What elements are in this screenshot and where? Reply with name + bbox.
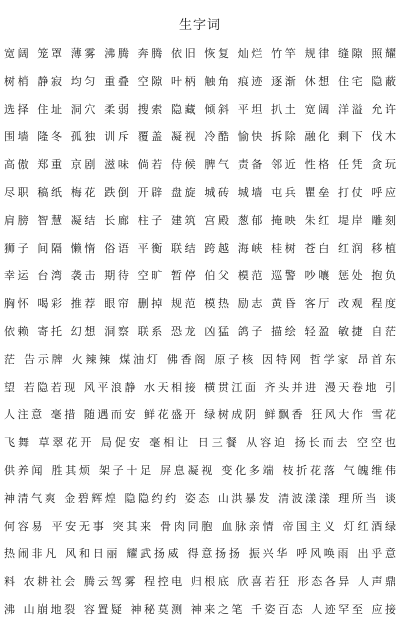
word-line: 幸运 台湾 袭击 期待 空旷 暂停 伯父 模范 巡警 吵嚷 惩处 抱负 <box>4 269 396 283</box>
word-line: 宽阔 笼罩 薄雾 沸腾 奔腾 依旧 恢复 灿烂 竹竿 规律 缝隙 照耀 <box>4 47 396 60</box>
word-line: 依赖 寄托 幻想 洞察 联系 恐龙 凶猛 鸽子 描绘 轻盈 敏捷 自茫 <box>4 324 396 338</box>
word-line: 人注意 毫措 随遇而安 鲜花盛开 绿树成阴 鲜飘香 狂风大作 雪花 <box>4 408 396 422</box>
word-line: 热闹非凡 风和日丽 耀武扬威 得意扬扬 振兴华 呼风唤雨 出乎意 <box>4 547 396 561</box>
word-list <box>4 40 396 624</box>
word-line: 肩膀 智慧 凝结 长廊 柱子 建筑 宫殿 葱郁 掩映 朱红 堤岸 雕刻 <box>4 213 396 227</box>
word-line: 狮子 间隔 懒惰 俗语 平衡 联结 跨越 海峡 桂树 苍白 红润 移植 <box>4 241 396 255</box>
word-line: 高傲 郑重 京剧 滋味 倘若 侍候 脾气 责备 邻近 性格 任凭 贪玩 <box>4 158 396 172</box>
word-line: 沸 山崩地裂 容置疑 神秘莫测 神来之笔 千姿百态 人迹罕至 应接 <box>4 602 396 616</box>
word-line: 料 农耕社会 腾云驾雾 程控电 归根底 欣喜若狂 形态各异 人声鼎 <box>4 575 396 589</box>
word-line: 飞舞 草翠花开 局促安 毫相让 日三餐 从容迫 扬长而去 空空也 <box>4 436 396 450</box>
page-title: 生字词 <box>178 18 221 33</box>
word-line: 神清气爽 金碧辉煌 隐隐约约 姿态 山洪暴发 清波漾漾 理所当 谈 <box>4 491 396 505</box>
word-line: 供养闻 胜其烦 架子十足 屏息凝视 变化多端 枝折花落 气魄维伟 <box>4 463 396 477</box>
word-line: 茫 告示牌 火辣辣 煤油灯 佛香阁 原子核 因特网 哲学家 昂首东 <box>4 352 396 366</box>
word-line: 胸怀 喝彩 推荐 眼帘 删掉 规范 模热 励志 黄昏 客厅 改观 程度 <box>4 297 396 311</box>
word-line: 望 若隐若现 风平浪静 水天相接 横贯江面 齐头并进 漫天卷地 引 <box>4 380 396 394</box>
word-line: 围墙 隆冬 孤独 训斥 覆盖 凝视 冷酷 愉快 拆除 融化 剩下 伐木 <box>4 130 396 144</box>
word-line: 何容易 平安无事 突其来 骨肉同胞 血脉亲情 帝国主义 灯红酒绿 <box>4 519 396 533</box>
word-line: 树梢 静寂 均匀 重叠 空隙 叶柄 触角 痕迹 逐渐 休想 住宅 隐蔽 <box>4 74 396 88</box>
word-line: 尽职 稿纸 梅花 跌倒 开辟 盘旋 城砖 城墙 屯兵 瞿垒 打仗 呼应 <box>4 185 396 199</box>
word-line: 选择 住址 洞穴 柔弱 搜索 隐藏 倾斜 平坦 扒土 宽阔 洋溢 允许 <box>4 102 396 116</box>
